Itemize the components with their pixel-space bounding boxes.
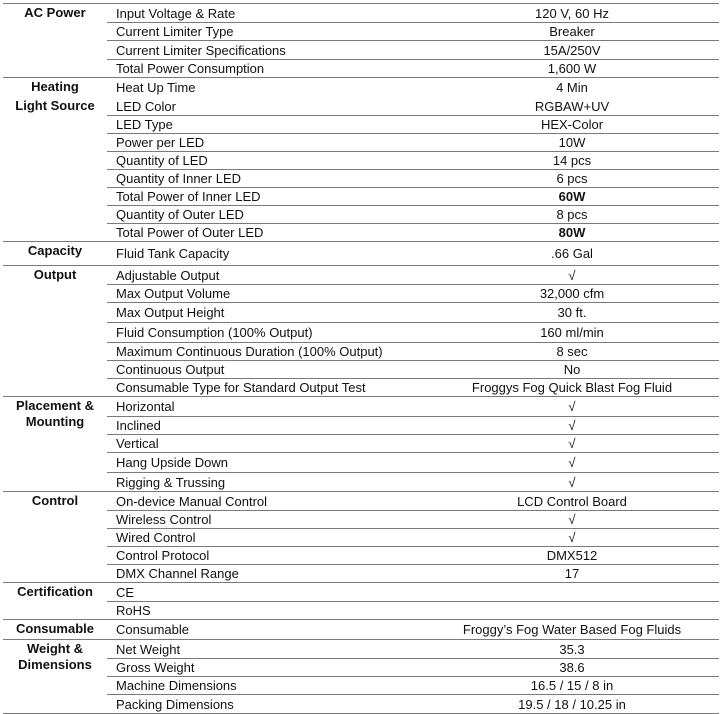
spec-row [107,620,719,639]
spec-label: Wireless Control [116,512,212,527]
spec-row [107,452,719,472]
spec-value: 19.5 / 18 / 10.25 in [518,696,626,712]
spec-label: Horizontal [116,399,175,414]
section-rows [107,242,719,265]
spec-label: Consumable [116,622,189,637]
spec-value: 160 ml/min [540,325,604,340]
spec-row [107,223,719,241]
spec-label: Inclined [116,418,161,433]
spec-value: .66 Gal [551,246,593,261]
spec-row [107,342,719,360]
spec-value: Froggy’s Fog Water Based Fog Fluids [462,622,682,637]
spec-row [107,266,719,284]
spec-section [3,619,719,639]
section-rows [107,78,719,97]
spec-section [3,265,719,396]
spec-value: HEX-Color [540,117,604,132]
spec-section [3,582,719,619]
spec-value: No [563,362,581,377]
spec-row [107,546,719,564]
spec-value: 17 [564,566,580,581]
spec-label: LED Type [116,117,173,132]
spec-value: Breaker [549,24,595,39]
spec-value: 32,000 cfm [539,286,605,301]
spec-row [107,22,719,40]
spec-section [3,396,719,491]
section-rows [107,266,719,396]
spec-row [107,115,719,133]
spec-value: Froggys Fog Quick Blast Fog Fluid [471,380,673,395]
section-rows [107,397,719,491]
spec-label: Current Limiter Specifications [116,42,286,58]
spec-row [107,205,719,223]
section-category: Consumable [15,621,94,636]
spec-row [107,302,719,322]
spec-value: 14 pcs [552,153,592,168]
spec-label: Power per LED [116,135,205,150]
section-rows [107,620,719,639]
section-category: AC Power [24,5,86,20]
spec-label: On-device Manual Control [116,493,268,509]
spec-section [3,97,719,241]
spec-value: RGBAW+UV [534,98,610,114]
check-mark-icon: √ [568,267,576,283]
check-mark-icon: √ [568,436,576,451]
spec-section [3,639,719,713]
spec-row [107,583,719,601]
section-rows [107,4,719,77]
spec-label: Gross Weight [116,660,195,675]
spec-label: Packing Dimensions [116,696,234,712]
spec-row [107,378,719,396]
spec-row [107,322,719,342]
section-rows [107,97,719,241]
spec-row [107,133,719,151]
spec-row [107,360,719,378]
spec-row [107,151,719,169]
spec-value: 80W [558,225,586,240]
spec-row [107,187,719,205]
spec-label: Fluid Consumption (100% Output) [116,325,313,340]
spec-row [107,397,719,416]
spec-label: Continuous Output [116,362,225,377]
section-category: Certification [17,584,93,599]
spec-label: Control Protocol [116,548,210,563]
spec-section [3,77,719,97]
check-mark-icon: √ [568,418,576,433]
section-rows [107,492,719,582]
check-mark-icon: √ [568,512,576,527]
spec-label: Total Power of Outer LED [116,225,264,240]
spec-value: LCD Control Board [517,493,627,509]
spec-label: LED Color [116,98,176,114]
section-category: Capacity [27,243,83,258]
check-mark-icon: √ [568,530,576,545]
spec-row [107,658,719,676]
spec-row [107,676,719,694]
spec-label: CE [116,584,135,600]
section-category: Light Source [15,98,95,113]
spec-label: Input Voltage & Rate [116,5,236,21]
spec-value: 120 V, 60 Hz [535,5,609,21]
spec-label: Max Output Volume [116,286,231,301]
spec-row [107,640,719,658]
spec-value: 6 pcs [556,171,588,186]
spec-row [107,169,719,187]
spec-value: 4 Min [556,80,588,95]
check-mark-icon: √ [568,455,576,470]
spec-row [107,564,719,582]
section-rows [107,640,719,713]
spec-label: Heat Up Time [116,80,196,95]
spec-label: RoHS [116,603,151,618]
spec-label: Vertical [116,436,159,451]
spec-section [3,491,719,582]
spec-label: Hang Upside Down [116,455,229,470]
spec-value: 8 pcs [556,207,588,222]
spec-row [107,416,719,434]
spec-label: Quantity of Outer LED [116,207,244,222]
section-category: Placement & Mounting [15,398,95,429]
spec-row [107,601,719,619]
spec-label: Rigging & Trussing [116,474,226,490]
spec-value: 15A/250V [543,42,601,58]
spec-label: DMX Channel Range [116,566,239,581]
spec-value: 38.6 [559,660,585,675]
spec-value: 30 ft. [557,305,587,320]
check-mark-icon: √ [568,399,576,414]
section-category: Weight & Dimensions [18,641,92,672]
spec-value: 8 sec [556,344,588,359]
spec-table [3,3,719,714]
spec-row [107,694,719,713]
spec-label: Machine Dimensions [116,678,237,693]
check-mark-icon: √ [568,474,576,490]
spec-row [107,78,719,97]
spec-label: Quantity of LED [116,153,208,168]
spec-section [3,241,719,265]
spec-label: Net Weight [116,641,181,657]
spec-label: Quantity of Inner LED [116,171,242,186]
spec-label: Consumable Type for Standard Output Test [116,380,366,395]
spec-label: Adjustable Output [116,267,220,283]
section-rows [107,583,719,619]
section-category: Control [31,493,79,508]
spec-row [107,40,719,59]
spec-label: Max Output Height [116,305,225,320]
spec-section [3,3,719,77]
spec-value: 10W [558,135,586,150]
spec-value: 1,600 W [547,61,597,76]
spec-row [107,97,719,115]
spec-label: Total Power of Inner LED [116,189,261,204]
spec-value: DMX512 [546,548,598,563]
spec-row [107,510,719,528]
spec-label: Maximum Continuous Duration (100% Output) [116,344,383,359]
spec-row [107,472,719,491]
spec-value: 60W [558,189,586,204]
spec-label: Total Power Consumption [116,61,265,76]
section-category: Heating [31,79,79,94]
spec-row [107,528,719,546]
spec-label: Fluid Tank Capacity [116,246,230,261]
spec-label: Wired Control [116,530,196,545]
section-category: Output [33,267,77,282]
spec-row [107,492,719,510]
spec-value: 16.5 / 15 / 8 in [530,678,614,693]
spec-row [107,434,719,452]
spec-row [107,284,719,302]
spec-value: 35.3 [559,641,585,657]
spec-row [107,59,719,77]
spec-label: Current Limiter Type [116,24,234,39]
spec-row [107,242,719,265]
spec-row [107,4,719,22]
